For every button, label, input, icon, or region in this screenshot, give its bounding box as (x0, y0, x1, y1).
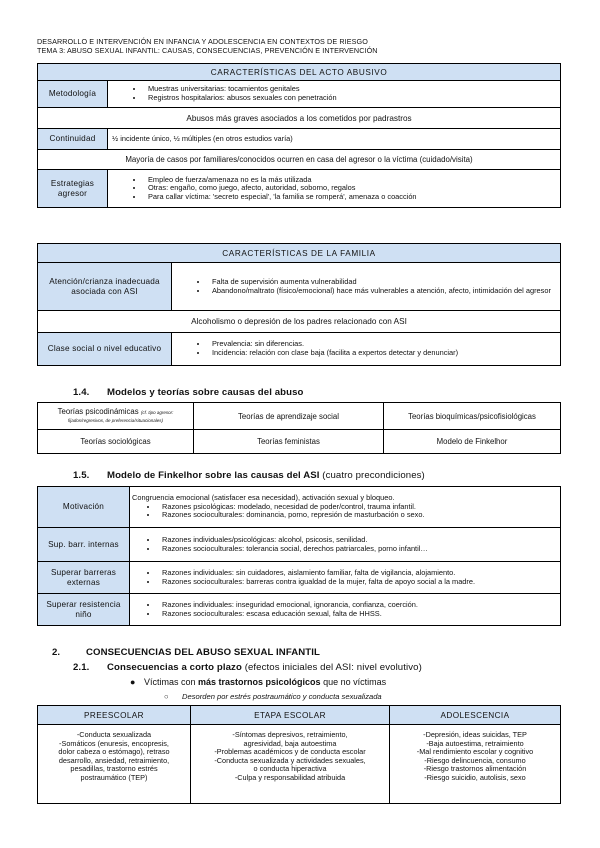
teoria-sociologicas: Teorías sociológicas (38, 430, 194, 454)
list-item: -Mal rendimiento escolar y cognitivo (416, 747, 534, 757)
acto-title: CARACTERÍSTICAS DEL ACTO ABUSIVO (38, 64, 561, 81)
section-subtitle: (cuatro precondiciones) (322, 470, 425, 481)
teoria-feministas: Teorías feministas (194, 430, 384, 454)
estrategias-list (112, 176, 556, 202)
list-item: • Empleo de fuerza/amenaza no es la más utilizada (144, 176, 556, 185)
victimas-bullet (130, 677, 386, 687)
familia-title: CARACTERÍSTICAS DE LA FAMILIA (38, 244, 561, 263)
section-number: 1.4. (73, 387, 90, 398)
header-line-1: DESARROLLO E INTERVENCIÓN EN INFANCIA Y ADOLESCENCIA EN CONTEXTOS DE RIESGO (37, 37, 368, 46)
list-item: • Para callar víctima: 'secreto especial', 'la familia se romperá', amenaza o coacción (144, 193, 556, 202)
section-1-4-heading (73, 387, 303, 398)
familiares-row: Mayoría de casos por familiares/conocidos ocurren en casa del agresor o la víctima (cuidado/visita) (38, 150, 561, 170)
list-item: • Razones individuales: sin cuidadores, aislamiento familiar, falta de vigilancia, alojamiento. (158, 569, 558, 578)
list-item: -Culpa y responsabilidad atribuida (234, 772, 346, 782)
teoria-aprendizaje: Teorías de aprendizaje social (194, 403, 384, 430)
section-number: 1.5. (73, 470, 90, 481)
list-item: -Conducta sexualizada (76, 730, 152, 739)
atencion-list (176, 278, 556, 295)
col-header-adolescencia: ADOLESCENCIA (390, 706, 561, 725)
list-item: • Registros hospitalarios: abusos sexuales con penetración (144, 94, 556, 103)
list-item: • Razones socioculturales: escasa educación sexual, falta de HHSS. (158, 610, 558, 619)
finkelhor-list (132, 601, 558, 618)
list-item: -Síntomas depresivos, retraimiento, (232, 730, 348, 739)
circle-icon: ○ (164, 692, 169, 701)
adolescencia-cell (390, 725, 561, 804)
continuidad-text: ½ incidente único, ½ múltiples (en otros estudios varía) (108, 129, 561, 150)
continuidad-label: Continuidad (38, 129, 108, 150)
header-line-2: TEMA 3: ABUSO SEXUAL INFANTIL: CAUSAS, CONSECUENCIAS, PREVENCIÓN E INTERVENCIÓN (37, 46, 378, 55)
finkelhor-list (132, 569, 558, 586)
section-number: 2.1. (73, 662, 90, 673)
col-header-preescolar: PREESCOLAR (38, 706, 191, 725)
escolar-cell (191, 725, 390, 804)
document-header (37, 37, 378, 55)
finkelhor-table (37, 486, 561, 626)
list-item: -Depresión, ideas suicidas, TEP (423, 730, 527, 739)
list-item: • Muestras universitarias: tocamientos genitales (144, 85, 556, 94)
list-item: • Otras: engaño, como juego, afecto, autoridad, soborno, regalos (144, 184, 556, 193)
section-number: 2. (52, 647, 61, 658)
finkelhor-list (132, 503, 558, 520)
finkelhor-label: Superar barreras externas (38, 562, 130, 594)
list-item: • Razones socioculturales: dominancia, porno, represión de masturbación o sexo. (158, 511, 558, 520)
metodologia-list (112, 85, 556, 102)
list-item: -Riesgo delincuencia, consumo (424, 755, 526, 765)
metodologia-label: Metodología (38, 81, 108, 108)
list-item: -Riesgo suicidio, autolisis, sexo (424, 772, 526, 782)
list-item: -Conducta sexualizada y actividades sexuales, (214, 755, 366, 765)
bullet-icon: ● (130, 677, 136, 687)
alcoholismo-row: Alcoholismo o depresión de los padres relacionado con ASI (38, 311, 561, 333)
list-item: • Razones individuales/psicológicas: alcohol, psicosis, senilidad. (158, 536, 558, 545)
section-2-1-heading (73, 662, 422, 673)
list-item: -Problemas académicos y de conducta escolar (214, 747, 366, 757)
section-title: Modelo de Finkelhor sobre las causas del ASI (107, 470, 320, 481)
teoria-bioquimicas: Teorías bioquímicas/psicofisiológicas (384, 403, 561, 430)
clase-list (176, 340, 556, 357)
modelo-finkelhor: Modelo de Finkelhor (384, 430, 561, 454)
teorias-table (37, 402, 561, 454)
col-header-escolar: ETAPA ESCOLAR (191, 706, 390, 725)
section-title: CONSECUENCIAS DEL ABUSO SEXUAL INFANTIL (86, 647, 320, 658)
section-2-heading (52, 647, 320, 658)
familia-table (37, 243, 561, 366)
list-item: • Razones psicológicas: modelado, necesidad de poder/control, trauma infantil. (158, 503, 558, 512)
finkelhor-label: Sup. barr. internas (38, 528, 130, 562)
list-item: • Falta de supervisión aumenta vulnerabilidad (208, 278, 556, 287)
estrategias-label: Estrategias agresor (38, 170, 108, 208)
bullet-text: que no víctimas (320, 677, 387, 687)
list-item: agresividad, baja autoestima (243, 738, 337, 748)
teoria-note: (cf. tipo agresor: fijados/regresivos, de preferencia/situacionales) (67, 410, 174, 423)
bullet-emphasis: más trastornos psicológicos (198, 677, 321, 687)
list-item: postraumático (TEP) (80, 772, 148, 782)
list-item: o conducta hiperactiva (253, 764, 327, 774)
padrastros-row: Abusos más graves asociados a los cometidos por padrastros (38, 108, 561, 129)
list-item: dolor cabeza o estómago), retraso (58, 747, 170, 757)
section-title: Modelos y teorías sobre causas del abuso (107, 387, 304, 398)
list-item: • Abandono/maltrato (físico/emocional) hace más vulnerables a atención, afecto, intimidación del agresor (208, 287, 556, 296)
clase-label: Clase social o nivel educativo (38, 333, 172, 366)
acto-abusivo-table (37, 63, 561, 208)
bullet-text: Víctimas con (144, 677, 199, 687)
section-1-5-heading (73, 470, 425, 481)
section-title: Consecuencias a corto plazo (107, 662, 242, 673)
finkelhor-label: Motivación (38, 487, 130, 528)
list-item: desarrollo, ansiedad, retraimiento, (58, 755, 170, 765)
finkelhor-list (132, 536, 558, 553)
preescolar-cell (38, 725, 191, 804)
list-item: • Incidencia: relación con clase baja (facilita a expertos detectar y denunciar) (208, 349, 556, 358)
list-item: pesadillas, trastorno estrés (70, 764, 158, 774)
teoria-label: Teorías psicodinámicas (57, 407, 139, 416)
finkelhor-intro: Congruencia emocional (satisfacer esa necesidad), activación sexual y bloqueo. (132, 493, 395, 503)
finkelhor-label: Superar resistencia niño (38, 594, 130, 626)
list-item: -Baja autoestima, retraimiento (426, 738, 524, 748)
list-item: • Razones individuales: inseguridad emocional, ignorancia, confianza, coerción. (158, 601, 558, 610)
list-item: • Razones socioculturales: tolerancia social, derechos patriarcales, porno infantil… (158, 545, 558, 554)
circle-bullet (164, 692, 382, 701)
atencion-label: Atención/crianza inadecuada asociada con ASI (38, 263, 172, 311)
list-item: -Riesgo trastornos alimentación (423, 764, 527, 774)
teoria-psicodinamicas (38, 403, 194, 430)
list-item: • Razones socioculturales: barreras contra igualdad de la mujer, falta de apoyo social a la madre. (158, 578, 558, 587)
bullet-text: Desorden por estrés postraumático y conducta sexualizada (182, 692, 382, 701)
consecuencias-table (37, 705, 561, 804)
list-item: • Prevalencia: sin diferencias. (208, 340, 556, 349)
section-subtitle: (efectos iniciales del ASI: nivel evolutivo) (244, 662, 422, 673)
list-item: -Somáticos (enuresis, encopresis, (59, 738, 169, 748)
